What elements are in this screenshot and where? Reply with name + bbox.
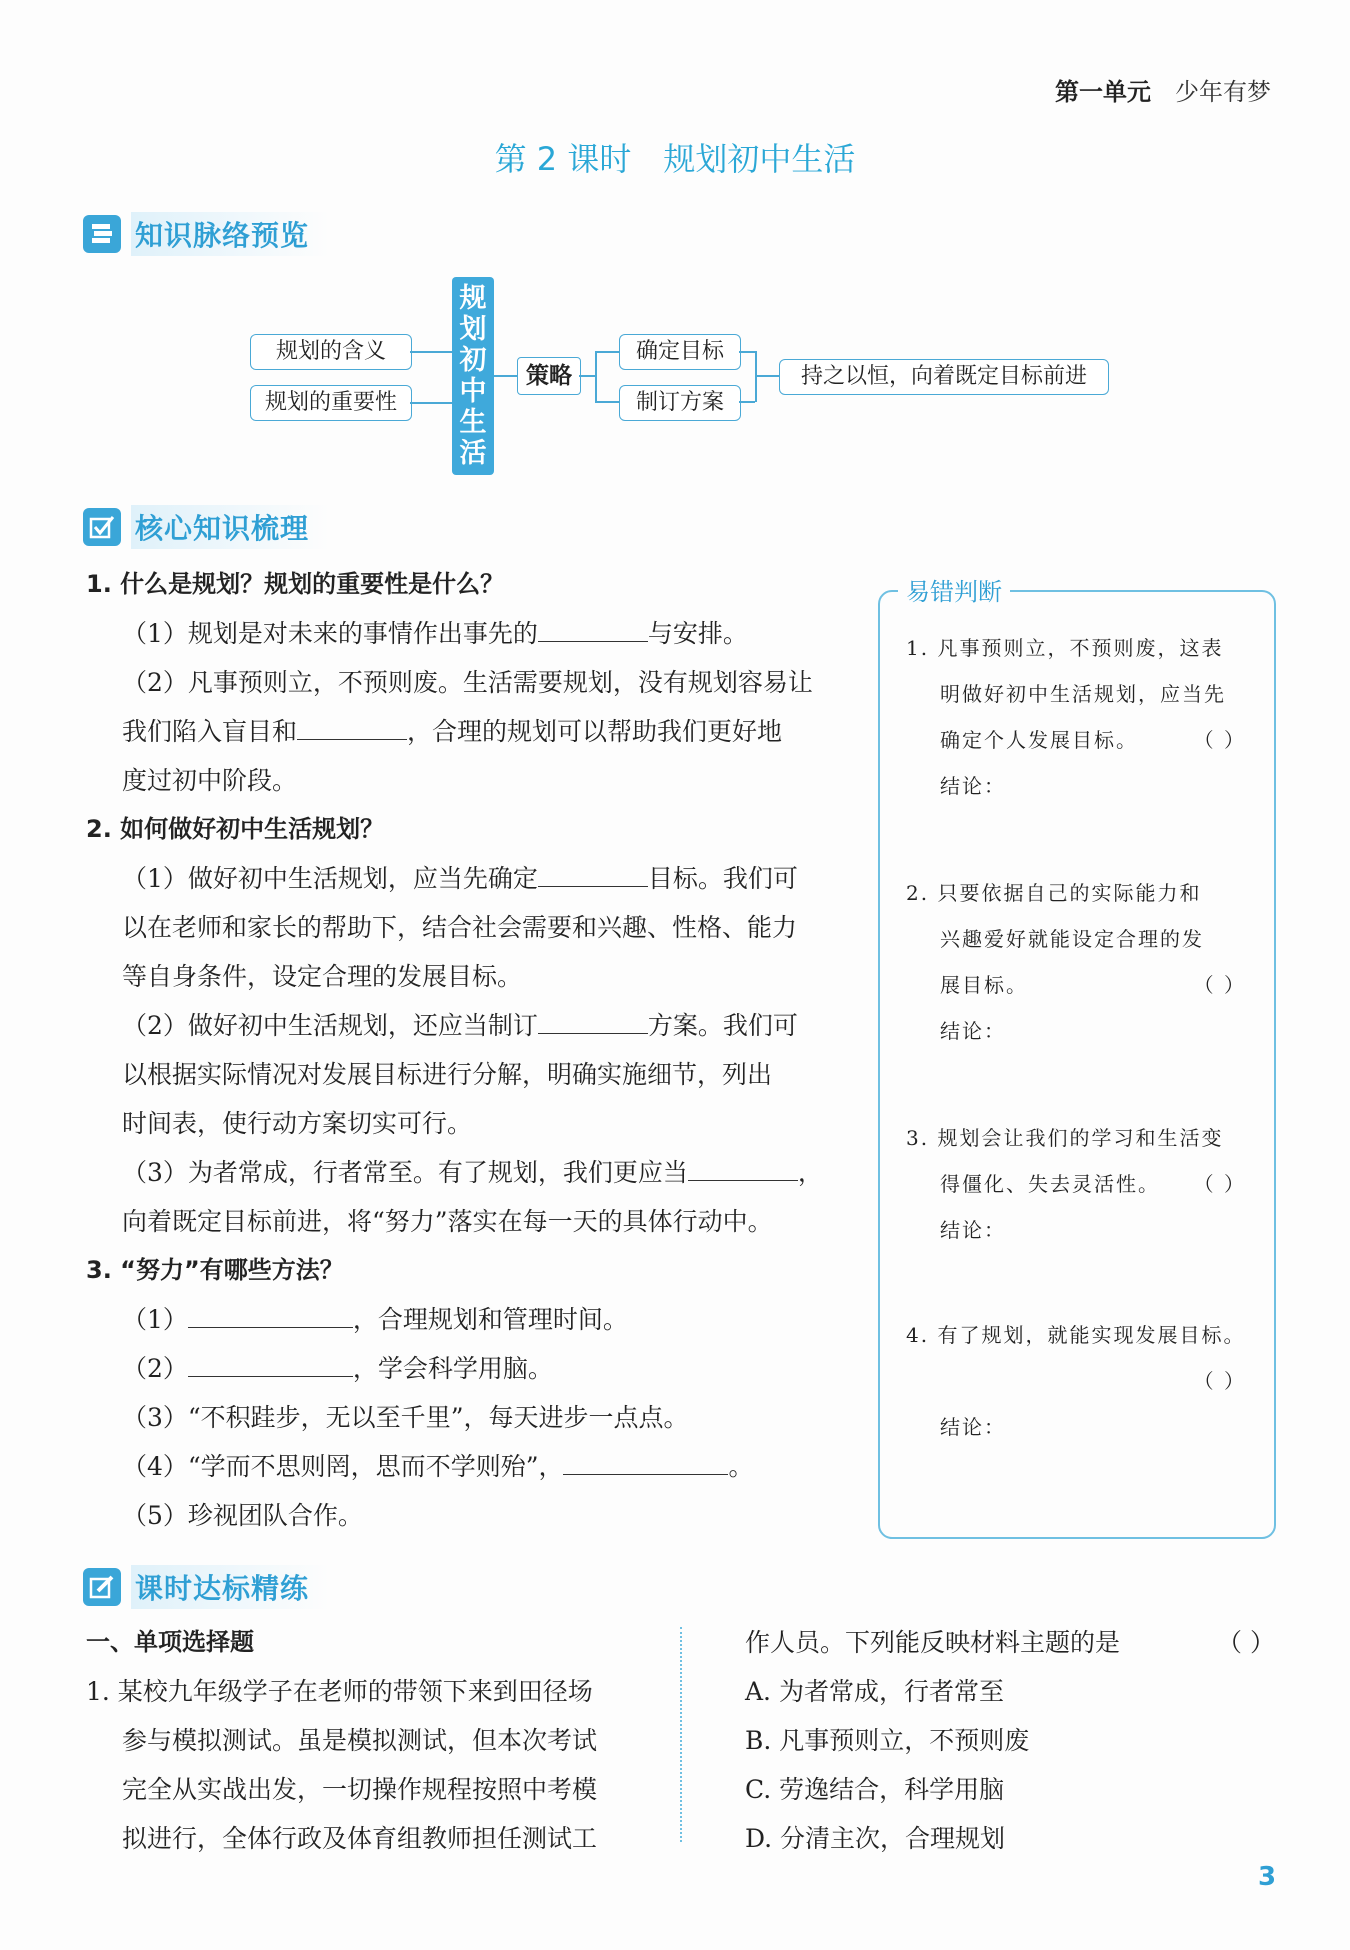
text: 与安排。 <box>647 619 748 648</box>
connector <box>755 375 779 377</box>
mindmap-node-strategy: 策略 <box>517 357 581 395</box>
option-b[interactable]: B. 凡事预则立，不预则废 <box>745 1726 1030 1755</box>
mindmap-node-goal: 确定目标 <box>619 334 741 370</box>
text: 展目标。 <box>940 973 1028 997</box>
fill-blank[interactable] <box>688 1150 798 1181</box>
text: （4）“学而不思则罔，思而不学则殆”， <box>122 1452 564 1481</box>
text-line: 完全从实战出发，一切操作规程按照中考模 <box>122 1775 598 1804</box>
connector <box>739 401 755 403</box>
text-line: 参与模拟测试。虽是模拟测试，但本次考试 <box>122 1726 598 1755</box>
fill-blank[interactable] <box>538 611 648 642</box>
section-practice-heading <box>83 1565 329 1609</box>
error-item-2 <box>906 870 1256 1054</box>
text-line: 拟进行，全体行政及体育组教师担任测试工 <box>122 1824 598 1853</box>
mindmap-node-plan: 制订方案 <box>619 385 741 421</box>
text-line: （2）凡事预则立，不预则废。生活需要规划，没有规划容易让 <box>122 668 813 697</box>
text: 目标。我们可 <box>647 864 798 893</box>
text: （2）做好初中生活规划，还应当制订 <box>122 1011 538 1040</box>
text: ，合理规划和管理时间。 <box>352 1305 628 1334</box>
text-line <box>122 854 856 903</box>
option-d[interactable]: D. 分清主次，合理规划 <box>745 1824 1006 1853</box>
fill-blank[interactable] <box>188 1346 353 1377</box>
option-a[interactable]: A. 为者常成，行者常至 <box>745 1677 1004 1706</box>
answer-paren[interactable]: （ ） <box>1193 728 1246 752</box>
mindmap-center: 规划初中生活 <box>452 277 494 475</box>
lesson-title <box>0 134 1350 180</box>
text: ，学会科学用脑。 <box>352 1354 553 1383</box>
question-1-title: 1. 什么是规划？规划的重要性是什么？ <box>86 570 505 598</box>
mindmap-node-importance: 规划的重要性 <box>250 385 412 421</box>
text-line: 时间表，使行动方案切实可行。 <box>122 1109 473 1138</box>
text: （2） <box>122 1354 188 1383</box>
error-judgment-title: 易错判断 <box>898 572 1010 607</box>
text-line: 以根据实际情况对发展目标进行分解，明确实施细节，列出 <box>122 1060 773 1089</box>
practice-right-column <box>745 1618 1275 1863</box>
text-line <box>122 707 856 756</box>
question-3-title: 3. “努力”有哪些方法？ <box>86 1256 344 1284</box>
text: 确定个人发展目标。 <box>940 728 1138 752</box>
connector <box>739 351 755 353</box>
section-core-heading <box>83 505 329 549</box>
section-title: 知识脉络预览 <box>131 212 329 256</box>
connector <box>595 351 597 402</box>
text-line <box>122 1001 856 1050</box>
connector <box>579 375 595 377</box>
option-c[interactable]: C. 劳逸结合，科学用脑 <box>745 1775 1005 1804</box>
section-title: 课时达标精练 <box>131 1565 329 1609</box>
unit-theme: 少年有梦 <box>1175 78 1271 106</box>
conclusion-label: 结论： <box>940 1415 1006 1439</box>
connector <box>410 402 452 404</box>
text-line <box>745 1618 1275 1667</box>
text-line: 1. 凡事预则立，不预则废，这表 <box>906 636 1224 660</box>
answer-paren[interactable]: （ ） <box>1193 973 1246 997</box>
text-line <box>122 1442 856 1491</box>
connector <box>410 351 452 353</box>
fill-blank[interactable] <box>297 709 407 740</box>
text-line: 明做好初中生活规划，应当先 <box>940 682 1226 706</box>
connector <box>494 375 517 377</box>
text-line: 1. 某校九年级学子在老师的带领下来到田径场 <box>86 1677 593 1706</box>
connector <box>595 401 619 403</box>
answer-paren[interactable]: （ ） <box>1193 1369 1246 1393</box>
conclusion-label: 结论： <box>940 774 1006 798</box>
text-line <box>122 1344 856 1393</box>
text: 方案。我们可 <box>647 1011 798 1040</box>
text-line: 3. 规划会让我们的学习和生活变 <box>906 1126 1224 1150</box>
checkmark-icon <box>83 508 121 546</box>
error-item-3 <box>906 1115 1256 1253</box>
page-number: 3 <box>1258 1862 1277 1892</box>
fill-blank[interactable] <box>563 1444 728 1475</box>
pencil-icon <box>83 1568 121 1606</box>
book-stack-icon <box>83 215 121 253</box>
error-item-4 <box>906 1312 1256 1450</box>
mindmap-node-meaning: 规划的含义 <box>250 334 412 370</box>
text-line: （3）“不积跬步，无以至千里”，每天进步一点点。 <box>122 1403 689 1432</box>
section-preview-heading <box>83 212 329 256</box>
text: （1） <box>122 1305 188 1334</box>
text-line: （5）珍视团队合作。 <box>122 1501 363 1530</box>
text-line: 以在老师和家长的帮助下，结合社会需要和兴趣、性格、能力 <box>122 913 798 942</box>
text: 作人员。下列能反映材料主题的是 <box>745 1628 1121 1657</box>
fill-blank[interactable] <box>188 1297 353 1328</box>
text-line <box>122 1148 856 1197</box>
text: （1）规划是对未来的事情作出事先的 <box>122 619 538 648</box>
text: 我们陷入盲目和 <box>122 717 298 746</box>
text-line: 兴趣爱好就能设定合理的发 <box>940 927 1204 951</box>
practice-left-column <box>86 1618 676 1863</box>
core-knowledge <box>86 560 856 1540</box>
text-line <box>122 1295 856 1344</box>
error-item-1 <box>906 625 1256 809</box>
answer-paren[interactable]: （ ） <box>1193 1172 1246 1196</box>
text: 得僵化、失去灵活性。 <box>940 1172 1160 1196</box>
text-line: 4. 有了规划，就能实现发展目标。 <box>906 1323 1246 1347</box>
text-line <box>122 609 856 658</box>
lesson-number: 第 2 课时 <box>494 140 632 178</box>
text-line: 等自身条件，设定合理的发展目标。 <box>122 962 523 991</box>
text-line: 向着既定目标前进，将“努力”落实在每一天的具体行动中。 <box>122 1207 773 1236</box>
text: （3）为者常成，行者常至。有了规划，我们更应当 <box>122 1158 688 1187</box>
text: ， <box>797 1158 823 1187</box>
answer-paren[interactable]: （ ） <box>1217 1628 1275 1657</box>
text: 。 <box>728 1452 754 1481</box>
unit-label: 第一单元 <box>1055 78 1151 106</box>
text: ，合理的规划可以帮助我们更好地 <box>407 717 783 746</box>
text-line: 度过初中阶段。 <box>122 766 298 795</box>
fill-blank[interactable] <box>538 1003 648 1034</box>
text: （1）做好初中生活规划，应当先确定 <box>122 864 538 893</box>
conclusion-label: 结论： <box>940 1218 1006 1242</box>
column-divider <box>680 1627 682 1842</box>
conclusion-label: 结论： <box>940 1019 1006 1043</box>
question-type-heading: 一、单项选择题 <box>86 1628 254 1656</box>
question-2-title: 2. 如何做好初中生活规划？ <box>86 815 385 843</box>
lesson-name: 规划初中生活 <box>663 140 856 178</box>
section-title: 核心知识梳理 <box>131 505 329 549</box>
fill-blank[interactable] <box>538 856 648 887</box>
text-line: 2. 只要依据自己的实际能力和 <box>906 881 1202 905</box>
mindmap-node-persist: 持之以恒，向着既定目标前进 <box>779 359 1109 395</box>
connector <box>595 351 619 353</box>
